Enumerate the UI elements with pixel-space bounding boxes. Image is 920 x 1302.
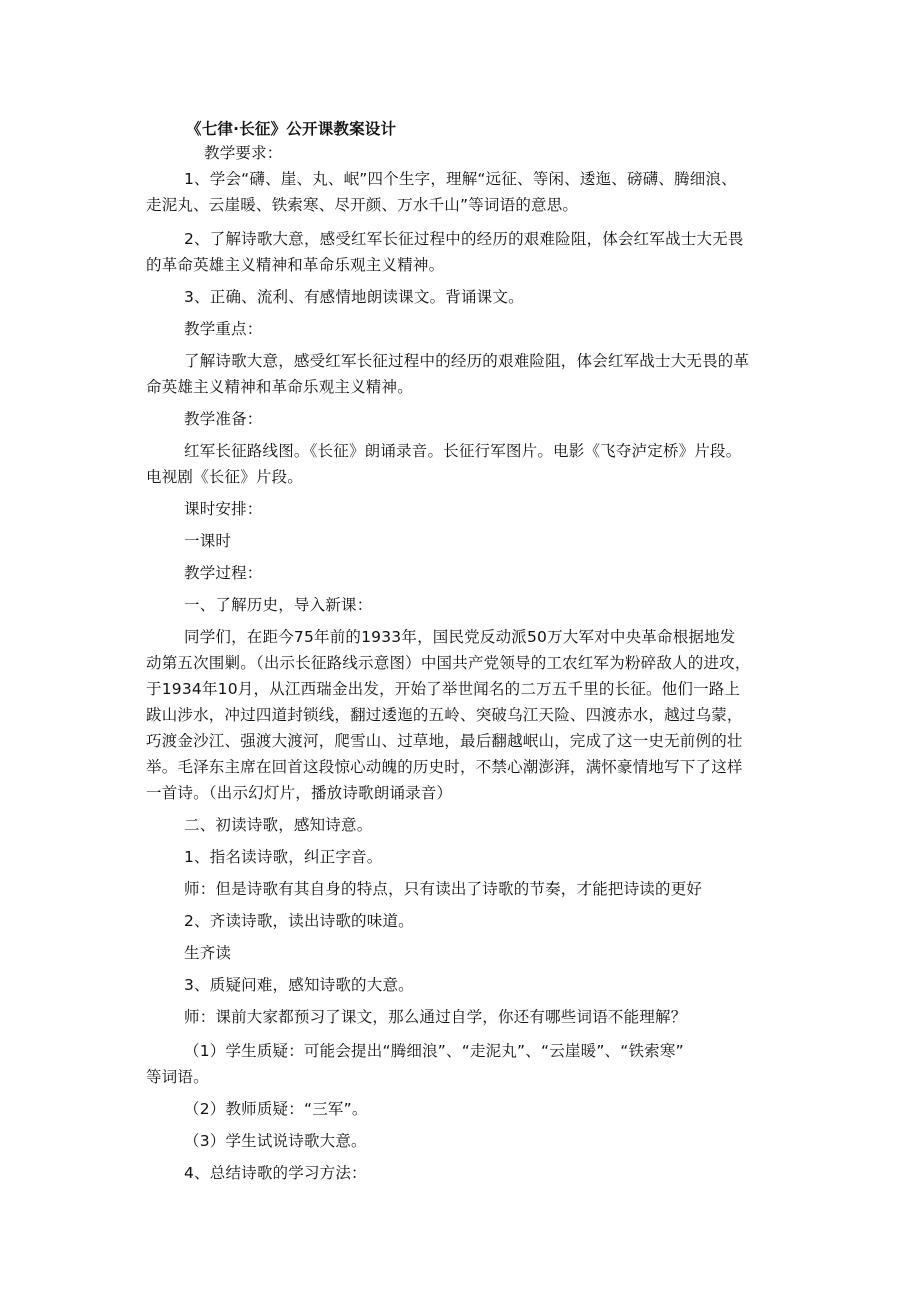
text-line: 1、指名读诗歌，纠正字音。 [184,848,383,866]
text-line: 1、学会“礴、崖、丸、岷”四个生字，理解“远征、等闲、逶迤、磅礴、腾细浪、 [184,170,737,188]
section-heading: 二、初读诗歌，感知诗意。 [184,816,373,834]
section-heading: 课时安排： [184,500,263,518]
text-line: 动第五次围剿。（出示长征路线示意图）中国共产党领导的工农红军为粉碎敌人的进攻， [146,654,751,672]
section-heading: 教学要求： [204,144,283,162]
text-line: 举。毛泽东主席在回首这段惊心动魄的历史时，不禁心潮澎湃，满怀豪情地写下了这样 [146,758,743,776]
section-heading: 教学过程： [184,564,263,582]
text-line: 等词语。 [146,1068,209,1086]
text-line: 师：课前大家都预习了课文，那么通过自学，你还有哪些词语不能理解？ [184,1008,687,1026]
text-line: （2）教师质疑：“三军”。 [184,1100,368,1118]
text-line: 3、质疑问难，感知诗歌的大意。 [184,976,414,994]
text-line: 一首诗。（出示幻灯片，播放诗歌朗诵录音） [146,784,453,802]
text-line: 同学们，在距今75年前的1933年，国民党反动派50万大军对中央革命根据地发 [184,628,736,646]
text-line: 2、齐读诗歌，读出诗歌的味道。 [184,912,414,930]
text-line: 走泥丸、云崖暖、铁索寒、尽开颜、万水千山”等词语的意思。 [146,196,579,214]
text-line: 师：但是诗歌有其自身的特点，只有读出了诗歌的节奏，才能把诗读的更好 [184,880,703,898]
text-line: 的革命英雄主义精神和革命乐观主义精神。 [146,256,445,274]
text-line: 4、总结诗歌的学习方法： [184,1164,367,1182]
text-line: （1）学生质疑：可能会提出“腾细浪”、“走泥丸”、“云崖暖”、“铁索寒” [184,1042,684,1060]
section-heading: 一、了解历史，导入新课： [184,596,373,614]
section-heading: 教学准备： [184,410,263,428]
text-line: 红军长征路线图。《长征》朗诵录音。长征行军图片。电影《飞夺泸定桥》片段。 [184,442,742,460]
text-line: 跋山涉水，冲过四道封锁线，翻过逶迤的五岭、突破乌江天险、四渡赤水，越过乌蒙， [146,706,743,724]
text-line: 电视剧《长征》片段。 [146,468,304,486]
document-title: 《七律·长征》公开课教案设计 [186,120,397,138]
text-line: 生齐读 [184,944,232,962]
text-line: 一课时 [184,532,232,550]
text-line: 3、正确、流利、有感情地朗读课文。背诵课文。 [184,288,524,306]
text-line: 巧渡金沙江、强渡大渡河，爬雪山、过草地，最后翻越岷山，完成了这一史无前例的壮 [146,732,743,750]
text-line: 命英雄主义精神和革命乐观主义精神。 [146,378,413,396]
text-line: 了解诗歌大意，感受红军长征过程中的经历的艰难险阻，体会红军战士大无畏的革 [184,352,750,370]
section-heading: 教学重点： [184,320,263,338]
text-line: 于1934年10月，从江西瑞金出发，开始了举世闻名的二万五千里的长征。他们一路上 [146,680,741,698]
text-line: 2、了解诗歌大意，感受红军长征过程中的经历的艰难险阻，体会红军战士大无畏 [184,230,744,248]
text-line: （3）学生试说诗歌大意。 [184,1132,367,1150]
